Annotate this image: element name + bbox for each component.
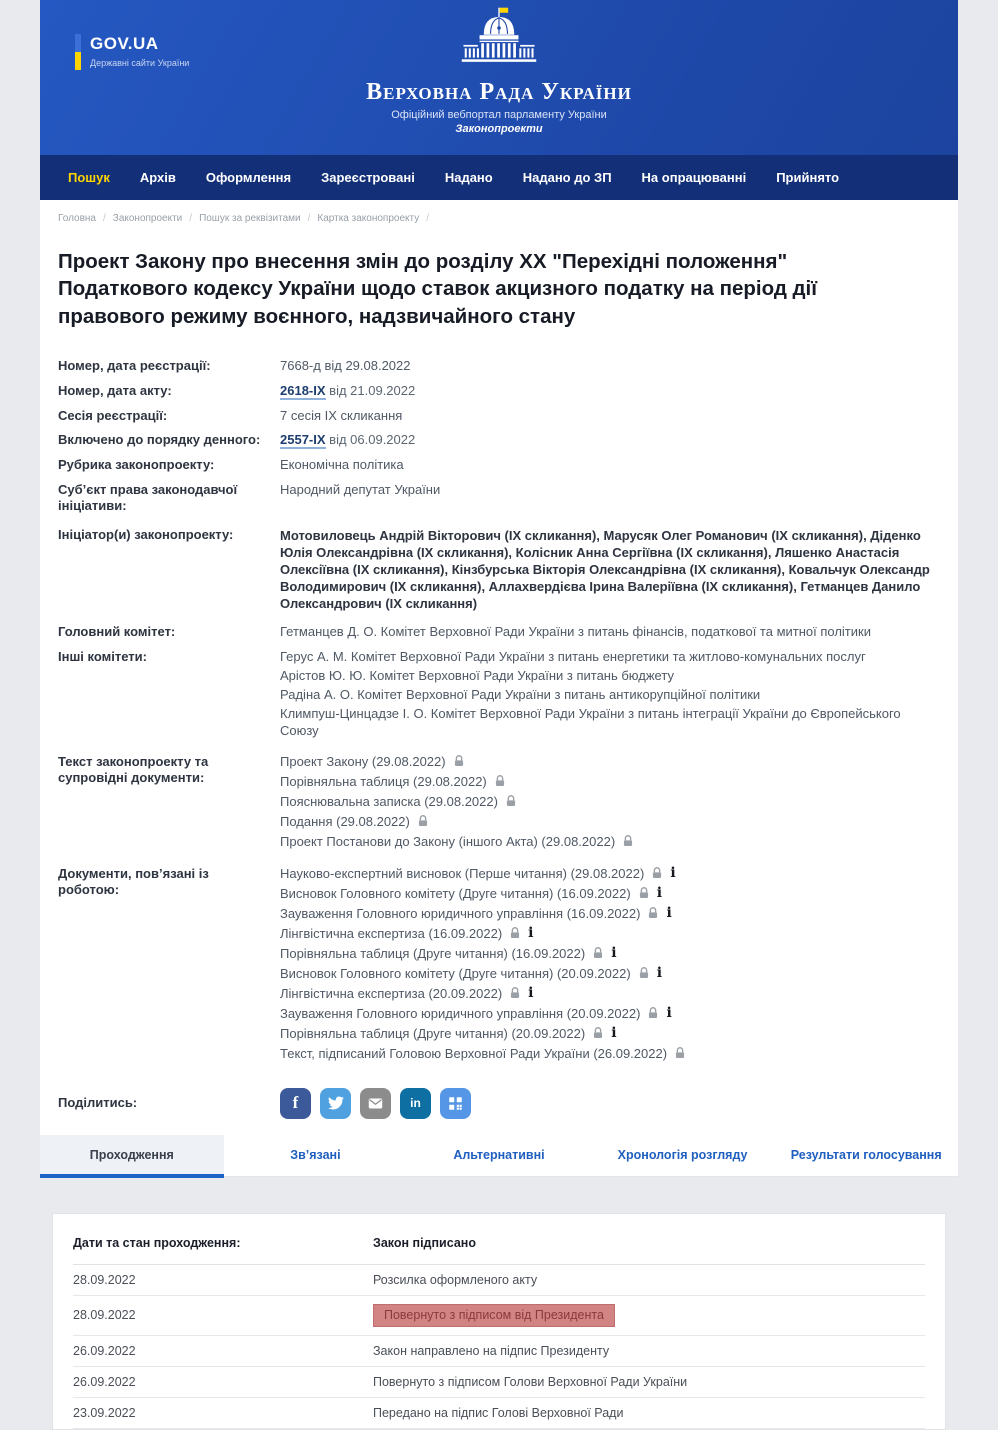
- row-status: Повернуто з підписом від Президента: [373, 1304, 615, 1327]
- breadcrumb-item[interactable]: Пошук за реквізитами /: [199, 213, 317, 224]
- nav-item[interactable]: Архів: [139, 170, 176, 185]
- field-act-number: [58, 383, 940, 400]
- nav-item[interactable]: Надано до ЗП: [522, 170, 612, 185]
- field-label: Ініціатор(и) законопроекту:: [58, 526, 234, 542]
- lock-icon: [493, 774, 507, 788]
- document-item: [280, 906, 940, 921]
- lock-icon: [591, 946, 605, 960]
- site-title: Верховна Рада України: [366, 79, 632, 105]
- lock-icon: [416, 814, 430, 828]
- field-label: Документи, пов’язані із роботою:: [58, 865, 209, 898]
- tab[interactable]: Результати голосування: [790, 1147, 942, 1162]
- table-row: [73, 1295, 925, 1335]
- document-link[interactable]: Зауваження Головного юридичного управління (16.09.2022): [280, 905, 641, 921]
- document-item: [280, 1026, 940, 1041]
- row-status: Передано на підпис Голові Верховної Ради: [373, 1405, 624, 1420]
- field-agenda: [58, 432, 940, 449]
- site-subtitle: Офіційний вебпортал парламенту України: [391, 109, 607, 121]
- document-item: [280, 794, 940, 809]
- lock-icon: [508, 926, 522, 940]
- document-link[interactable]: Порівняльна таблиця (Друге читання) (20.09.2022): [280, 1025, 586, 1041]
- field-bill-docs: [58, 754, 940, 854]
- share-label: Поділитись:: [58, 1095, 138, 1111]
- committee-line: Герус А. М. Комітет Верховної Ради України з питань енергетики та житлово-комунальних послуг: [280, 649, 866, 665]
- site-header: [40, 0, 958, 155]
- lock-icon: [621, 834, 635, 848]
- row-status: Повернуто з підписом Голови Верховної Ради України: [373, 1374, 688, 1389]
- tab[interactable]: Зв’язані: [290, 1147, 341, 1162]
- committee-line: Радіна А. О. Комітет Верховної Ради України з питань антикорупційної політики: [280, 687, 761, 703]
- field-subject: [58, 482, 940, 515]
- committee-line: Арістов Ю. Ю. Комітет Верховної Ради України з питань бюджету: [280, 668, 674, 684]
- nav-item[interactable]: Прийнято: [776, 170, 840, 185]
- info-icon[interactable]: [528, 926, 533, 940]
- page-container: [40, 0, 958, 1430]
- document-item: [280, 814, 940, 829]
- field-rubric: [58, 457, 940, 474]
- field-main-committee: [58, 624, 940, 641]
- nav-item[interactable]: Зареєстровані: [321, 170, 415, 185]
- document-item: [280, 946, 940, 961]
- parliament-building-icon: [447, 6, 551, 72]
- document-item: [280, 986, 940, 1001]
- row-status: Розсилка оформленого акту: [373, 1272, 538, 1287]
- agenda-date: від 06.09.2022: [329, 432, 416, 448]
- gov-ua-subtitle: Державні сайти України: [90, 58, 190, 68]
- info-icon[interactable]: [657, 966, 662, 980]
- document-link[interactable]: Порівняльна таблиця (Друге читання) (16.09.2022): [280, 945, 586, 961]
- field-value: 7668-д від 29.08.2022: [280, 357, 411, 373]
- field-initiators: [58, 527, 940, 613]
- document-item: [280, 926, 940, 941]
- info-icon[interactable]: [528, 986, 533, 1000]
- tab[interactable]: Хронологія розгляду: [617, 1147, 748, 1162]
- lock-icon: [646, 906, 660, 920]
- lock-icon: [646, 1006, 660, 1020]
- field-other-committees: [58, 649, 940, 741]
- document-item: [280, 866, 940, 881]
- field-session: [58, 408, 940, 425]
- nav-item[interactable]: Оформлення: [205, 170, 292, 185]
- passage-section: [40, 1177, 958, 1430]
- field-value: Гетманцев Д. О. Комітет Верховної Ради України з питань фінансів, податкової та митної політики: [280, 624, 871, 640]
- table-row: [73, 1366, 925, 1397]
- field-label: Текст законопроекту та супровідні документи:: [58, 753, 209, 786]
- page-title: Проект Закону про внесення змін до розділу XX "Перехідні положення" Податкового кодексу України щодо ставок акцизного податку на період дії правового режиму воєнного, надзвичайного стану: [58, 250, 818, 328]
- nav-item[interactable]: Пошук: [68, 170, 110, 185]
- committee-line: Климпуш-Цинцадзе І. О. Комітет Верховної Ради України з питань інтеграції України до Європейського Союзу: [280, 706, 901, 738]
- lock-icon: [673, 1046, 687, 1060]
- info-icon[interactable]: [611, 1026, 616, 1040]
- document-link[interactable]: Лінгвістична експертиза (20.09.2022): [280, 985, 503, 1001]
- document-link[interactable]: Висновок Головного комітету (Друге читання) (20.09.2022): [280, 965, 631, 981]
- field-label: Суб’єкт права законодавчої ініціативи:: [58, 482, 238, 514]
- info-icon[interactable]: [666, 1006, 671, 1020]
- facebook-icon[interactable]: f: [280, 1088, 311, 1119]
- share-section: [40, 1074, 958, 1135]
- row-date: 26.09.2022: [73, 1366, 373, 1397]
- qr-code-icon[interactable]: [440, 1088, 471, 1119]
- row-date: 23.09.2022: [73, 1397, 373, 1428]
- document-item: [280, 1006, 940, 1021]
- agenda-number-link[interactable]: 2557-IX: [280, 432, 326, 448]
- document-item: [280, 886, 940, 901]
- table-row: [73, 1264, 925, 1295]
- row-date: 28.09.2022: [73, 1264, 373, 1295]
- document-link[interactable]: Лінгвістична експертиза (16.09.2022): [280, 925, 503, 941]
- field-value: 7 сесія IX скликання: [280, 407, 403, 423]
- initiators-list: Мотовиловець Андрій Вікторович (IX скликання), Марусяк Олег Романович (IX скликання), Діденко Юлія Олександрівна (IX скликання), Колісник Анна Сергіївна (IX скликання), Ляшенко Анастасія Олексіївна (IX скликання), Кінзбурська Вікторія Олександрівна (IX скликання), Ковальчук Олександр Володимирович (IX скликання), Аллахвердієва Ірина Валеріївна (IX скликання), Гетманцев Данило Олександрович (IX скликання): [280, 527, 930, 612]
- info-icon[interactable]: [657, 886, 662, 900]
- lock-icon: [650, 866, 664, 880]
- field-label: Номер, дата акту:: [58, 382, 172, 398]
- lock-icon: [452, 754, 466, 768]
- info-icon[interactable]: [670, 866, 675, 880]
- document-link[interactable]: Висновок Головного комітету (Друге читання) (16.09.2022): [280, 885, 631, 901]
- document-link[interactable]: Подання (29.08.2022): [280, 813, 410, 829]
- tab[interactable]: Альтернативні: [453, 1147, 545, 1162]
- info-icon[interactable]: [611, 946, 616, 960]
- lock-icon: [504, 794, 518, 808]
- field-registration: [58, 358, 940, 375]
- lock-icon: [637, 966, 651, 980]
- table-header-dates: Дати та стан проходження:: [73, 1220, 373, 1265]
- breadcrumb: [40, 200, 958, 230]
- field-label: Номер, дата реєстрації:: [58, 357, 211, 373]
- act-number-link[interactable]: 2618-IX: [280, 382, 326, 398]
- field-label: Головний комітет:: [58, 624, 176, 640]
- field-value: Економічна політика: [280, 457, 404, 473]
- rada-logo[interactable]: [40, 6, 958, 135]
- nav-item[interactable]: На опрацюванні: [641, 170, 747, 185]
- linkedin-icon[interactable]: in: [400, 1088, 431, 1119]
- document-link[interactable]: Проект Закону (29.08.2022): [280, 753, 446, 769]
- passage-card: [52, 1213, 946, 1430]
- act-date: від 21.09.2022: [329, 382, 416, 398]
- field-related-docs: [58, 866, 940, 1066]
- lock-icon: [637, 886, 651, 900]
- document-item: [280, 1046, 940, 1061]
- lock-icon: [591, 1026, 605, 1040]
- table-row: [73, 1397, 925, 1428]
- row-status: Закон направлено на підпис Президенту: [373, 1343, 610, 1358]
- twitter-icon[interactable]: [320, 1088, 351, 1119]
- gov-ua-title: GOV.UA: [90, 34, 159, 53]
- email-icon[interactable]: [360, 1088, 391, 1119]
- table-header-status: Закон підписано: [373, 1220, 925, 1265]
- breadcrumb-item[interactable]: Законопроекти /: [113, 213, 199, 224]
- tab[interactable]: Проходження: [40, 1135, 224, 1176]
- tab-bar: [40, 1135, 958, 1177]
- document-link[interactable]: Текст, підписаний Головою Верховної Ради України (26.09.2022): [280, 1045, 668, 1061]
- document-link[interactable]: Порівняльна таблиця (29.08.2022): [280, 773, 487, 789]
- field-value: Народний депутат України: [280, 482, 441, 498]
- field-label: Інші комітети:: [58, 649, 147, 665]
- row-date: 26.09.2022: [73, 1335, 373, 1366]
- lock-icon: [508, 986, 522, 1000]
- document-item: [280, 966, 940, 981]
- field-label: Включено до порядку денного:: [58, 432, 261, 448]
- site-section: Законопроекти: [455, 123, 543, 135]
- document-link[interactable]: Проект Постанови до Закону (іншого Акта) (29.08.2022): [280, 833, 616, 849]
- document-item: [280, 834, 940, 849]
- field-label: Рубрика законопроекту:: [58, 457, 215, 473]
- document-link[interactable]: Пояснювальна записка (29.08.2022): [280, 793, 498, 809]
- breadcrumb-item[interactable]: Картка законопроекту /: [317, 213, 436, 224]
- document-item: [280, 774, 940, 789]
- field-label: Сесія реєстрації:: [58, 407, 168, 423]
- nav-item[interactable]: Надано: [444, 170, 493, 185]
- document-link[interactable]: Зауваження Головного юридичного управління (20.09.2022): [280, 1005, 641, 1021]
- info-icon[interactable]: [666, 906, 671, 920]
- document-item: [280, 754, 940, 769]
- bill-meta: [40, 330, 958, 1066]
- main-nav: [40, 155, 958, 200]
- table-row: [73, 1335, 925, 1366]
- row-date: 28.09.2022: [73, 1295, 373, 1335]
- breadcrumb-item[interactable]: Головна /: [58, 213, 113, 224]
- document-link[interactable]: Науково-експертний висновок (Перше читання) (29.08.2022): [280, 865, 645, 881]
